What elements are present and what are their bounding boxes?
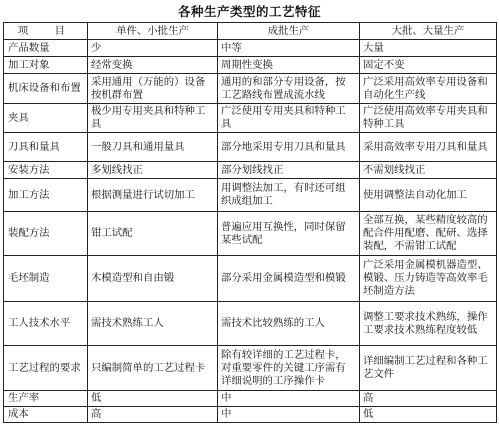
cell-single: 一般刀具和通用量具: [88, 133, 218, 162]
cell-batch: 部分地采用专用刀具和量具: [218, 133, 360, 162]
cell-single: 低: [88, 391, 218, 407]
table-title: 各种生产类型的工艺特征: [177, 4, 321, 19]
row-label: 生产率: [4, 391, 88, 407]
cell-single: 多划线找正: [88, 162, 218, 179]
table-row: [4, 57, 497, 74]
table-row: [4, 133, 497, 162]
table-row: [4, 256, 497, 302]
header-mass: 大批、大量生产: [360, 23, 497, 40]
cell-single: 只编制简单的工艺过程卡: [88, 346, 218, 391]
header-single-small-batch: 单件、小批生产: [88, 23, 218, 40]
cell-single: 钳工试配: [88, 212, 218, 256]
cell-mass: 采用高效率专用刀具和量具: [360, 133, 497, 162]
cell-batch: 广泛使用专用夹具和特种工具: [218, 104, 360, 133]
cell-batch: 用调整法加工，有时还可组织成组加工: [218, 179, 360, 212]
table-row: [4, 179, 497, 212]
cell-batch: 部分采用金属模造型和模锻: [218, 256, 360, 302]
cell-mass: 高: [360, 391, 497, 407]
table-row: [4, 74, 497, 104]
table-row: [4, 407, 497, 423]
row-label: 刀具和量具: [4, 133, 88, 162]
header-batch: 成批生产: [218, 23, 360, 40]
row-label: 工艺过程的要求: [4, 346, 88, 391]
table-row: [4, 162, 497, 179]
header-row: [4, 23, 497, 40]
row-label: 装配方法: [4, 212, 88, 256]
cell-mass: 广泛使用高效率专用夹具和特种工具: [360, 104, 497, 133]
cell-batch: 中: [218, 407, 360, 423]
header-item: 项 目: [4, 23, 88, 40]
process-characteristics-table: [3, 22, 497, 423]
cell-mass: 广泛采用金属模机器造型、模锻、压力铸造等高效率毛坯制造方法: [360, 256, 497, 302]
cell-mass: 全部互换，某些精度较高的配合件用配磨、配研、选择装配，不需钳工试配: [360, 212, 497, 256]
row-label: 工人技术水平: [4, 302, 88, 346]
cell-single: 经常变换: [88, 57, 218, 74]
cell-mass: 大量: [360, 40, 497, 57]
cell-batch: 需技术比较熟练的工人: [218, 302, 360, 346]
table-row: [4, 212, 497, 256]
table-row: [4, 391, 497, 407]
cell-mass: 广泛采用高效率专用设备和自动化生产线: [360, 74, 497, 104]
cell-single: 极少用专用夹具和特种工具: [88, 104, 218, 133]
cell-single: 采用通用（万能的）设备按机群布置: [88, 74, 218, 104]
cell-mass: 固定不变: [360, 57, 497, 74]
row-label: 毛坯制造: [4, 256, 88, 302]
row-label: 夹具: [4, 104, 88, 133]
cell-single: 需技术熟练工人: [88, 302, 218, 346]
cell-single: 根据测量进行试切加工: [88, 179, 218, 212]
table-row: [4, 104, 497, 133]
cell-batch: 通用的和部分专用设备，按工艺路线布置成流水线: [218, 74, 360, 104]
table-row: [4, 302, 497, 346]
cell-batch: 除有较详细的工艺过程卡，对重要零件的关键工序需有详细说明的工序操作卡: [218, 346, 360, 391]
cell-batch: 中: [218, 391, 360, 407]
row-label: 安装方法: [4, 162, 88, 179]
cell-mass: 调整工要求技术熟练，操作工要求技术熟练程度较低: [360, 302, 497, 346]
row-label: 产品数量: [4, 40, 88, 57]
cell-mass: 不需划线找正: [360, 162, 497, 179]
row-label: 加工方法: [4, 179, 88, 212]
cell-batch: 部分划线找正: [218, 162, 360, 179]
cell-batch: 中等: [218, 40, 360, 57]
cell-batch: 周期性变换: [218, 57, 360, 74]
cell-single: 少: [88, 40, 218, 57]
row-label: 成本: [4, 407, 88, 423]
row-label: 机床设备和布置: [4, 74, 88, 104]
cell-single: 木模造型和自由锻: [88, 256, 218, 302]
row-label: 加工对象: [4, 57, 88, 74]
cell-mass: 详细编制工艺过程和各种工艺文件: [360, 346, 497, 391]
cell-mass: 低: [360, 407, 497, 423]
cell-single: 高: [88, 407, 218, 423]
table-row: [4, 40, 497, 57]
cell-mass: 使用调整法自动化加工: [360, 179, 497, 212]
table-row: [4, 346, 497, 391]
cell-batch: 普遍应用互换性，同时保留某些试配: [218, 212, 360, 256]
